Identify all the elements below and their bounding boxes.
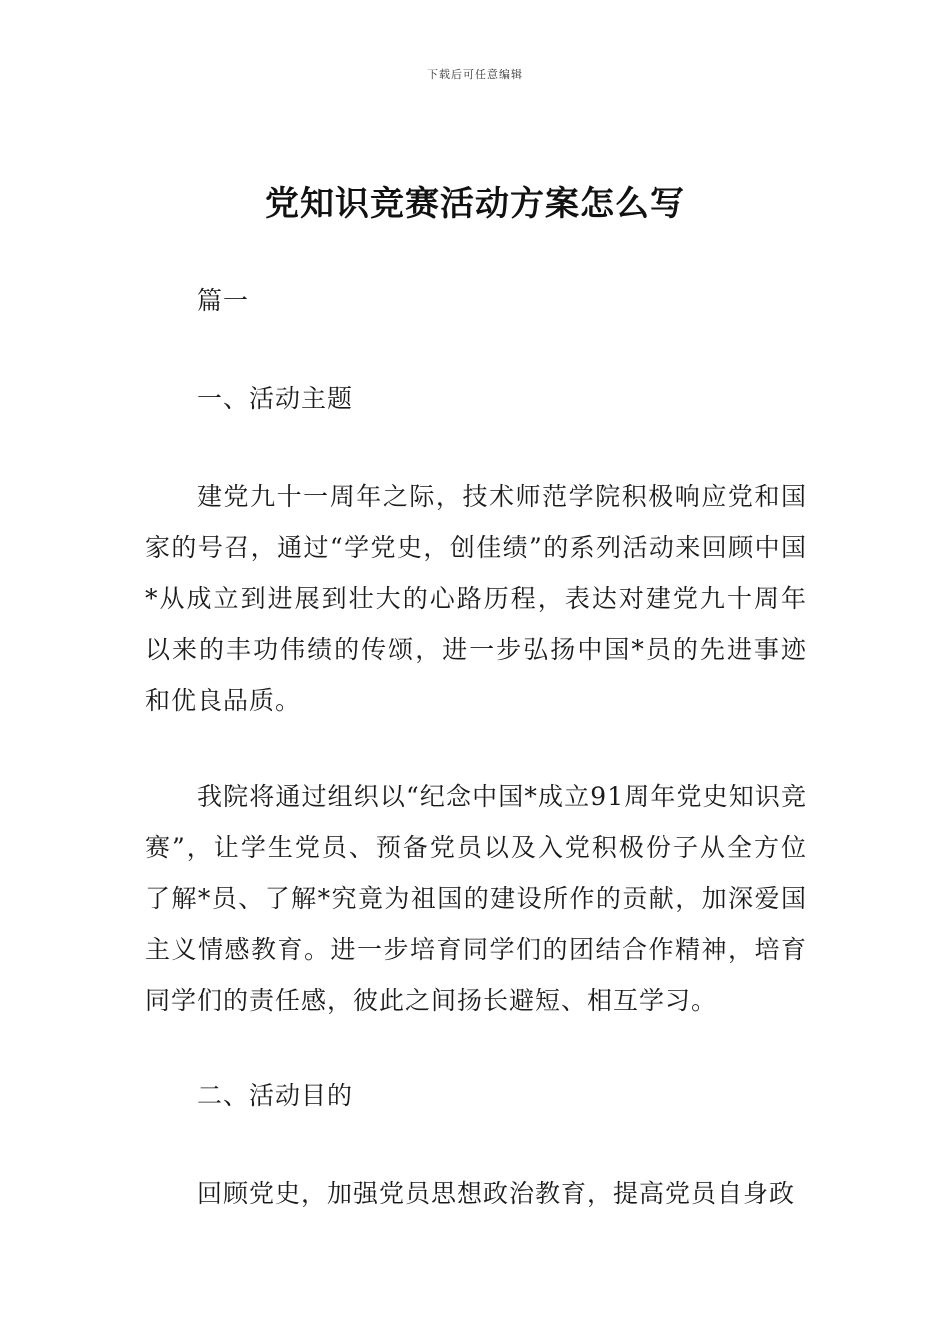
section-heading-theme: 一、活动主题: [197, 384, 354, 413]
part-label: 篇一: [197, 286, 250, 315]
paragraph-theme: 建党九十一周年之际，技术师范学院积极响应党和国家的号召，通过“学党史，创佳绩”的系列活动来回顾中国*从成立到进展到壮大的心路历程，表达对建党九十周年以来的丰功伟绩的传颂，进一步弘扬中国*员的先进事迹和优良品质。: [145, 482, 807, 715]
section-heading-purpose: 二、活动目的: [197, 1081, 354, 1110]
document-title: 党知识竞赛活动方案怎么写: [265, 184, 685, 224]
paragraph-competition: 我院将通过组织以“纪念中国*成立91周年党史知识竞赛”，让学生党员、预备党员以及入党积极份子从全方位了解*员、了解*究竟为祖国的建设所作的贡献，加深爱国主义情感教育。进一步培育同学们的团结合作精神，培育同学们的责任感，彼此之间扬长避短、相互学习。: [145, 782, 807, 1015]
paragraph-purpose: 回顾党史，加强党员思想政治教育，提高党员自身政: [197, 1179, 796, 1208]
header-note: 下载后可任意编辑: [427, 68, 523, 81]
